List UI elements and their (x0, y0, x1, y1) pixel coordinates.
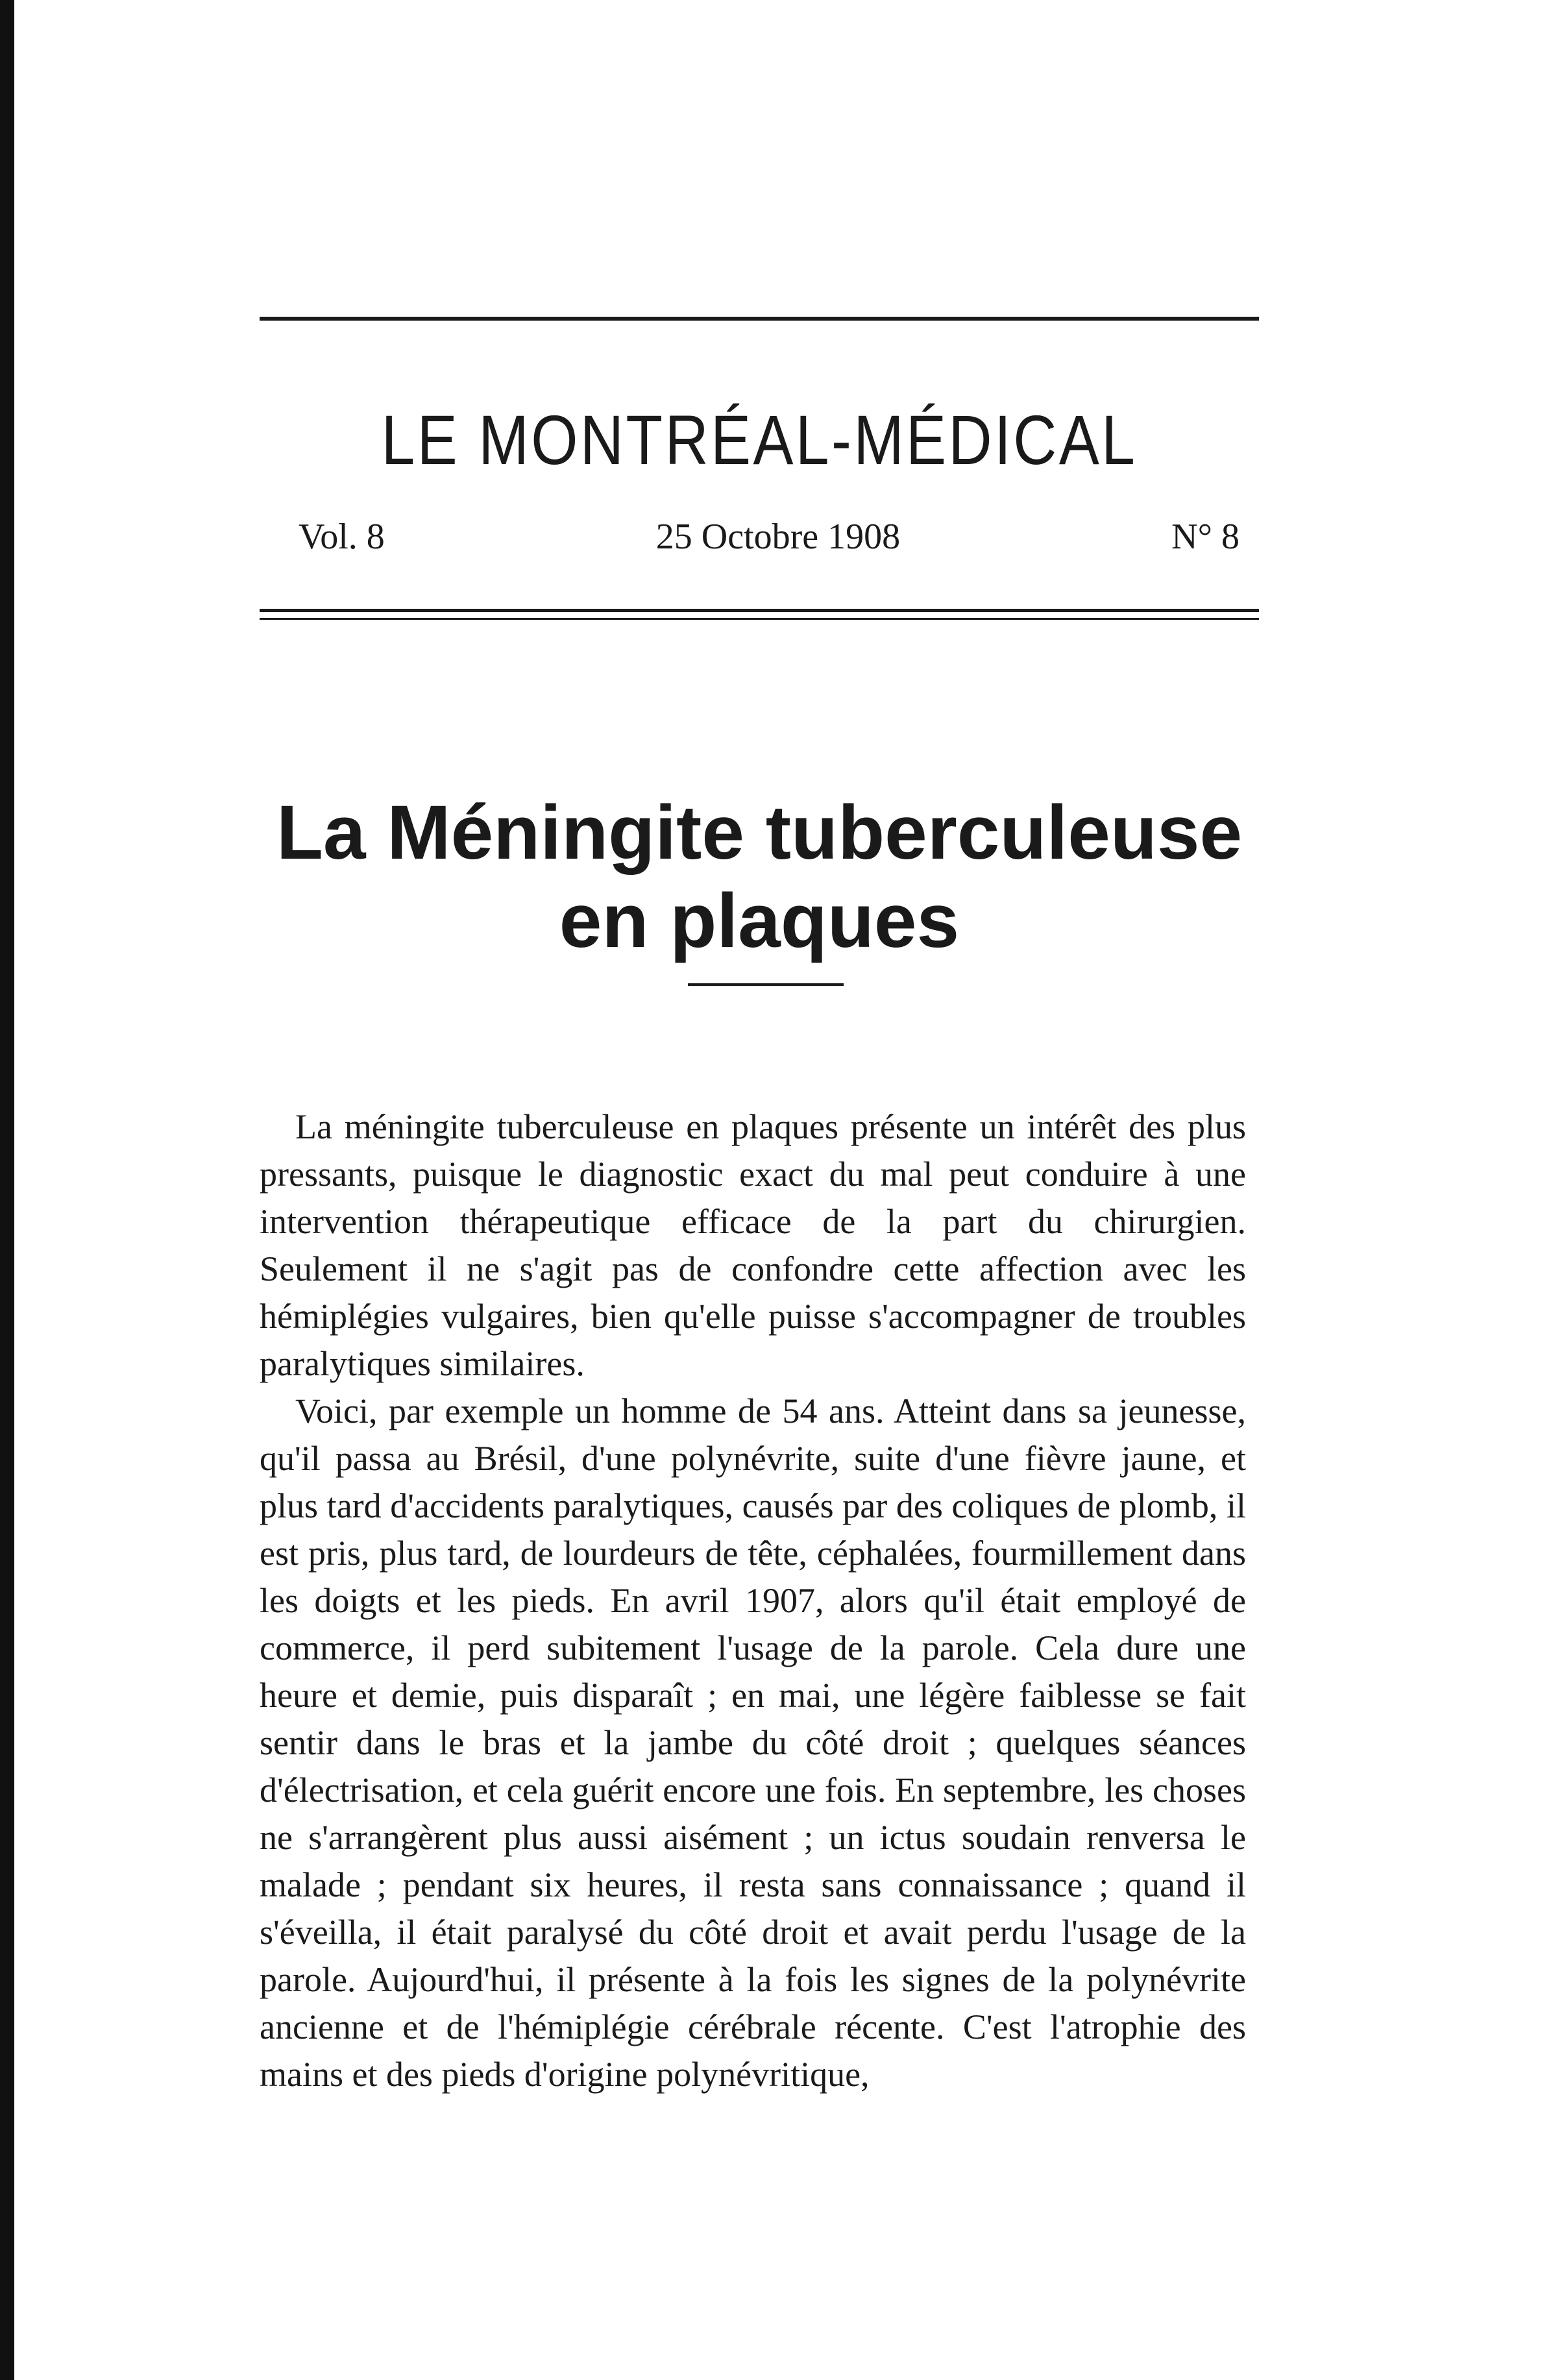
paragraph: Voici, par exemple un homme de 54 ans. Atteint dans sa jeunesse, qu'il passa au Brésil, d'une polynévrite, suite d'une fièvre jaune, et plus tard d'accidents paralytiques, causés par des coliques de plomb, il est pris, plus tard, de lourdeurs de tête, céphalées, fourmillement dans les doigts et les pieds. En avril 1907, alors qu'il était employé de commerce, il perd subitement l'usage de la parole. Cela dure une heure et demie, puis disparaît ; en mai, une légère faiblesse se fait sentir dans le bras et la jambe du côté droit ; quelques séances d'électrisation, et cela guérit encore une fois. En septembre, les choses ne s'arrangèrent plus aussi aisément ; un ictus soudain renversa le malade ; pendant six heures, il resta sans connaissance ; quand il s'éveilla, il était paralysé du côté droit et avait perdu l'usage de la parole. Aujourd'hui, il présente à la fois les signes de la polynévrite ancienne et de l'hémiplégie cérébrale récente. C'est l'atrophie des mains et des pieds d'origine polynévritique, (260, 1392, 1246, 2094)
issue-line (299, 516, 1240, 558)
scan-edge (0, 0, 14, 2380)
issue-date: 25 Octobre 1908 (655, 517, 901, 557)
header-rule-top (260, 317, 1259, 321)
paragraph: La méningite tuberculeuse en plaques présente un intérêt des plus pressants, puisque le diagnostic exact du mal peut conduire à une intervention thérapeutique efficace de la part du chirurgien. Seulement il ne s'agit pas de confondre cette affection avec les hémiplégies vulgaires, bien qu'elle puisse s'accompagner de troubles paralytiques similaires. (260, 1107, 1246, 1383)
issue-number: N° 8 (1171, 517, 1240, 557)
header-rule-bottom-2 (260, 618, 1259, 620)
article-body (260, 1103, 1246, 2098)
journal-name: LE MONTRÉAL-MÉDICAL (381, 400, 1138, 479)
title-separator (688, 983, 844, 986)
article-title: La Méningite tuberculeuse en plaques (276, 790, 1243, 964)
header-rule-bottom-1 (260, 609, 1259, 612)
volume: Vol. 8 (299, 517, 385, 557)
